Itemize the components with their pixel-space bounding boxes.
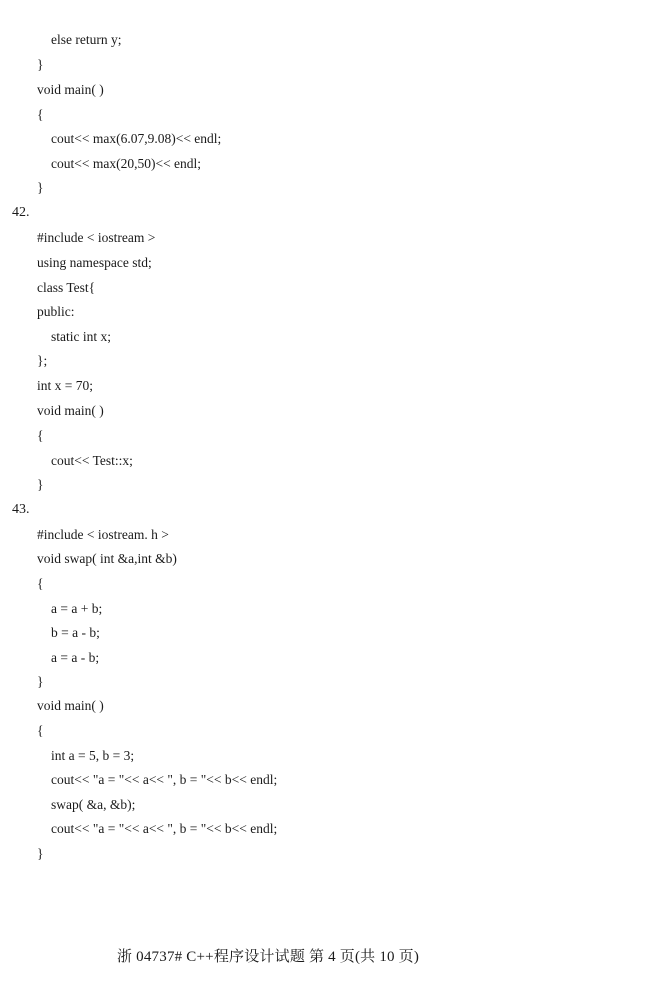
code-line: swap( &a, &b); — [51, 797, 136, 812]
code-line: cout<< max(6.07,9.08)<< endl; — [51, 131, 222, 146]
code-line: class Test{ — [37, 280, 96, 295]
code-line: #include < iostream. h > — [37, 527, 169, 542]
code-line: } — [37, 477, 44, 492]
code-line: }; — [37, 353, 48, 368]
code-line: } — [37, 57, 44, 72]
code-line: void swap( int &a,int &b) — [37, 551, 177, 566]
code-line: cout<< Test::x; — [51, 453, 133, 468]
code-line: cout<< max(20,50)<< endl; — [51, 156, 202, 171]
code-line: else return y; — [51, 32, 122, 47]
question-number: 42. — [12, 205, 30, 220]
code-line: public: — [37, 304, 75, 319]
code-line: { — [37, 723, 44, 738]
question-number: 43. — [12, 502, 30, 517]
code-line: } — [37, 674, 44, 689]
code-line: void main( ) — [37, 403, 104, 418]
page-footer: 浙 04737# C++程序设计试题 第 4 页(共 10 页) — [117, 949, 420, 965]
code-line: a = a + b; — [51, 601, 103, 616]
code-line: a = a - b; — [51, 650, 100, 665]
code-line: int x = 70; — [37, 378, 93, 393]
code-line: { — [37, 428, 44, 443]
code-line: { — [37, 576, 44, 591]
code-line: cout<< "a = "<< a<< ", b = "<< b<< endl; — [51, 772, 278, 787]
code-line: b = a - b; — [51, 625, 100, 640]
code-line: } — [37, 846, 44, 861]
code-line: void main( ) — [37, 698, 104, 713]
code-line: cout<< "a = "<< a<< ", b = "<< b<< endl; — [51, 821, 278, 836]
code-line: { — [37, 107, 44, 122]
code-line: } — [37, 180, 44, 195]
code-line: void main( ) — [37, 82, 104, 97]
code-line: static int x; — [51, 329, 111, 344]
code-line: #include < iostream > — [37, 230, 156, 245]
code-line: int a = 5, b = 3; — [51, 748, 135, 763]
code-line: using namespace std; — [37, 255, 152, 270]
